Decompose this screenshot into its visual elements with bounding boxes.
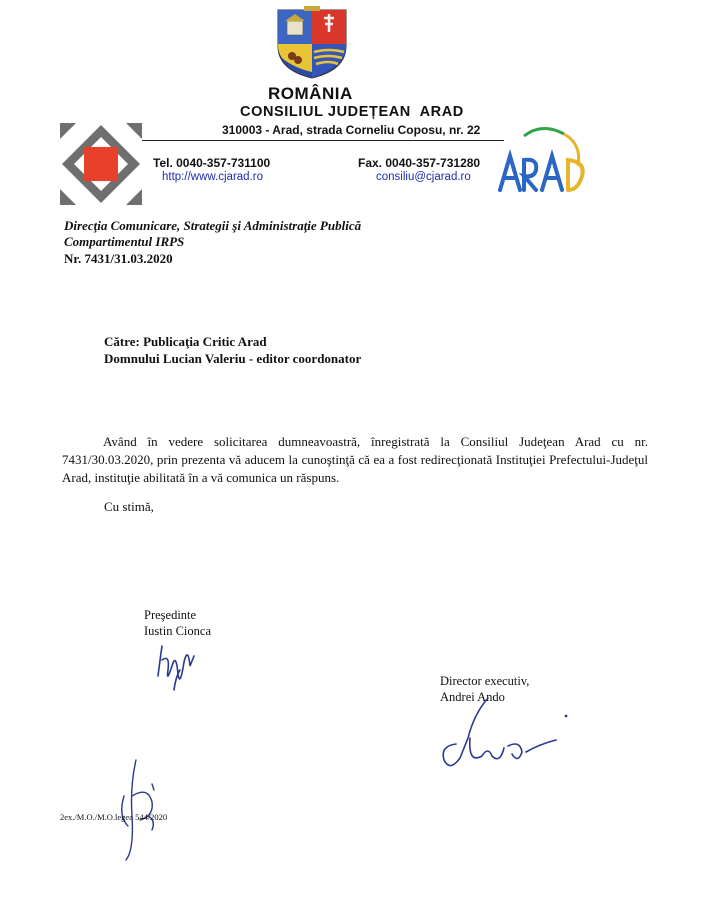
recipient-publication: Către: Publicaţia Critic Arad — [104, 334, 267, 349]
arad-logo-text: ARAD — [494, 126, 497, 127]
header-council-name: CONSILIUL JUDEȚEAN ARAD — [240, 104, 464, 120]
header-email-link[interactable]: consiliu@cjarad.ro — [376, 171, 471, 183]
arad-brand-logo-icon — [494, 126, 590, 198]
letter-body — [62, 433, 648, 487]
signatory-right-title: Director executiv, — [440, 674, 530, 688]
cj-arad-logo-icon — [60, 123, 142, 205]
signatory-left-title: Preşedinte — [144, 608, 197, 622]
handwritten-signature-director-icon — [430, 694, 580, 784]
signatory-left-name: Iustin Cionca — [144, 624, 212, 638]
reference-compartment: Compartimentul IRPS — [64, 234, 185, 249]
handwritten-initials-icon — [108, 756, 168, 866]
header-address: 310003 - Arad, strada Corneliu Coposu, nr. 22 — [222, 123, 481, 137]
footer-note: 2ex./M.O./M.O.legea 544/2020 — [60, 812, 168, 822]
letter-closing: Cu stimă, — [104, 499, 154, 514]
reference-number: Nr. 7431/31.03.2020 — [64, 251, 173, 266]
header-divider — [126, 140, 504, 141]
header-fax: Fax. 0040-357-731280 — [358, 156, 481, 170]
header-telephone: Tel. 0040-357-731100 — [153, 156, 271, 170]
header-country: ROMÂNIA — [268, 84, 353, 103]
recipient-person: Domnului Lucian Valeriu - editor coordonator — [104, 351, 362, 366]
reference-department: Direcţia Comunicare, Strategii şi Administraţie Publică — [64, 218, 362, 233]
header-website-link[interactable]: http://www.cjarad.ro — [162, 171, 263, 183]
handwritten-signature-president-icon — [150, 636, 210, 692]
county-coat-of-arms-icon — [274, 6, 350, 80]
letter-body-paragraph: Având în vedere solicitarea dumneavoastră, înregistrată la Consiliul Judeţean Arad cu nr. 7431/30.03.2020, prin prezenta vă aducem la cunoştinţă că ea a fost redirecţionată Instituţiei Prefectului-Judeţul Arad, instituţie abilitată în a vă comunica un răspuns. — [62, 434, 648, 485]
signatory-right-name: Andrei Ando — [440, 690, 505, 704]
